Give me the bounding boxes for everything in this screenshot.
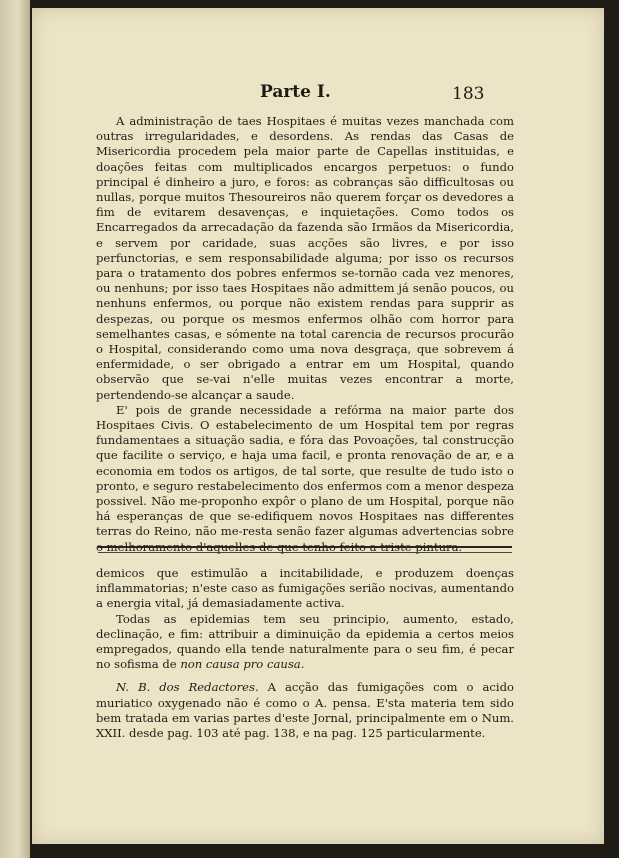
footnote-paragraph-text: Todas as epidemias tem seu principio, aumento, estado, declinação, e fim: attribuir a diminuição da epidemia a certos meios empregados, quando ella tende naturalmente para o seu fim, é pecar no sofisma de [96,611,514,672]
section-title: Parte I. [260,82,331,102]
footnote-paragraph [96,612,514,673]
main-text [96,114,514,555]
page-number: 183 [452,84,485,104]
previous-page-edge [0,0,30,858]
footnote-text [96,566,514,741]
paragraph: E' pois de grande necessidade a refórma na maior parte dos Hospitaes Civis. O estabelecimento de um Hospital tem por regras fundamentaes a situação sadia, e fóra das Povoações, tal construcção que facilite o serviço, e haja uma facil, e pronta renovação de ar, e a economia em todos os artigos, de tal sorte, que resulte de tudo isto o pronto, e seguro restabelecimento dos enfermos com a menor despeza possivel. Não me-proponho expôr o plano de um Hospital, porque não há esperanças de que se-edifiquem novos Hospitaes nas differentes terras do Reino, não me-resta senão fazer algumas advertencias sobre o melhoramento d'aquelles de que tenho feito a triste pintura. [96,402,514,554]
running-header [32,82,604,110]
latin-phrase: non causa pro causa. [180,657,305,672]
footnote-separator [98,546,512,553]
book-page [32,8,604,844]
footnote-continuation: demicos que estimulão a incitabilidade, e produzem doenças inflammatorias; n'este caso as fumigações serião nocivas, aumentando a energia vital, já demasiadamente activa. [96,566,514,611]
editors-note [96,680,514,741]
paragraph: A administração de taes Hospitaes é muitas vezes manchada com outras irregularidades, e desordens. As rendas das Casas de Misericordia procedem pela maior parte de Capellas instituidas, e doações feitas com multiplicados encargos perpetuos: o fundo principal é dinheiro a juro, e foros: as cobranças são difficultosas ou nullas, porque muitos Thesoureiros não querem forçar os devedores a fim de evitarem desavenças, e inquietações. Como todos os Encarregados da arrecadação da fazenda são Irmãos da Misericordia, e servem por caridade, suas acções são livres, e por isso perfunctorias, e sem responsabilidade alguma; por isso os recursos para o tratamento dos pobres enfermos se-tornão cada vez menores, ou nenhuns; por isso taes Hospitaes não admittem já senão poucos, ou nenhuns enfermos, ou porque não existem rendas para supprir as despezas, ou porque os mesmos enfermos olhão com horror para semelhantes casas, e sómente na total carencia de recursos procurão o Hospital, considerando como uma nova desgraça, que sobrevem á enfermidade, o ser obrigado a entrar em um Hospital, quando observão que se-vai n'elle muitas vezes encontrar a morte, pertendendo-se alcançar a saude. [96,114,514,402]
editors-note-label: N. B. dos Redactores. [116,680,259,695]
editors-note-text: A acção das fumigações com o acido muriatico oxygenado não é como o A. pensa. E'sta materia tem sido bem tratada em varias partes d'este Jornal, principalmente em o Num. XXII. desde pag. 103 até pag. 138, e na pag. 125 particularmente. [96,680,514,741]
